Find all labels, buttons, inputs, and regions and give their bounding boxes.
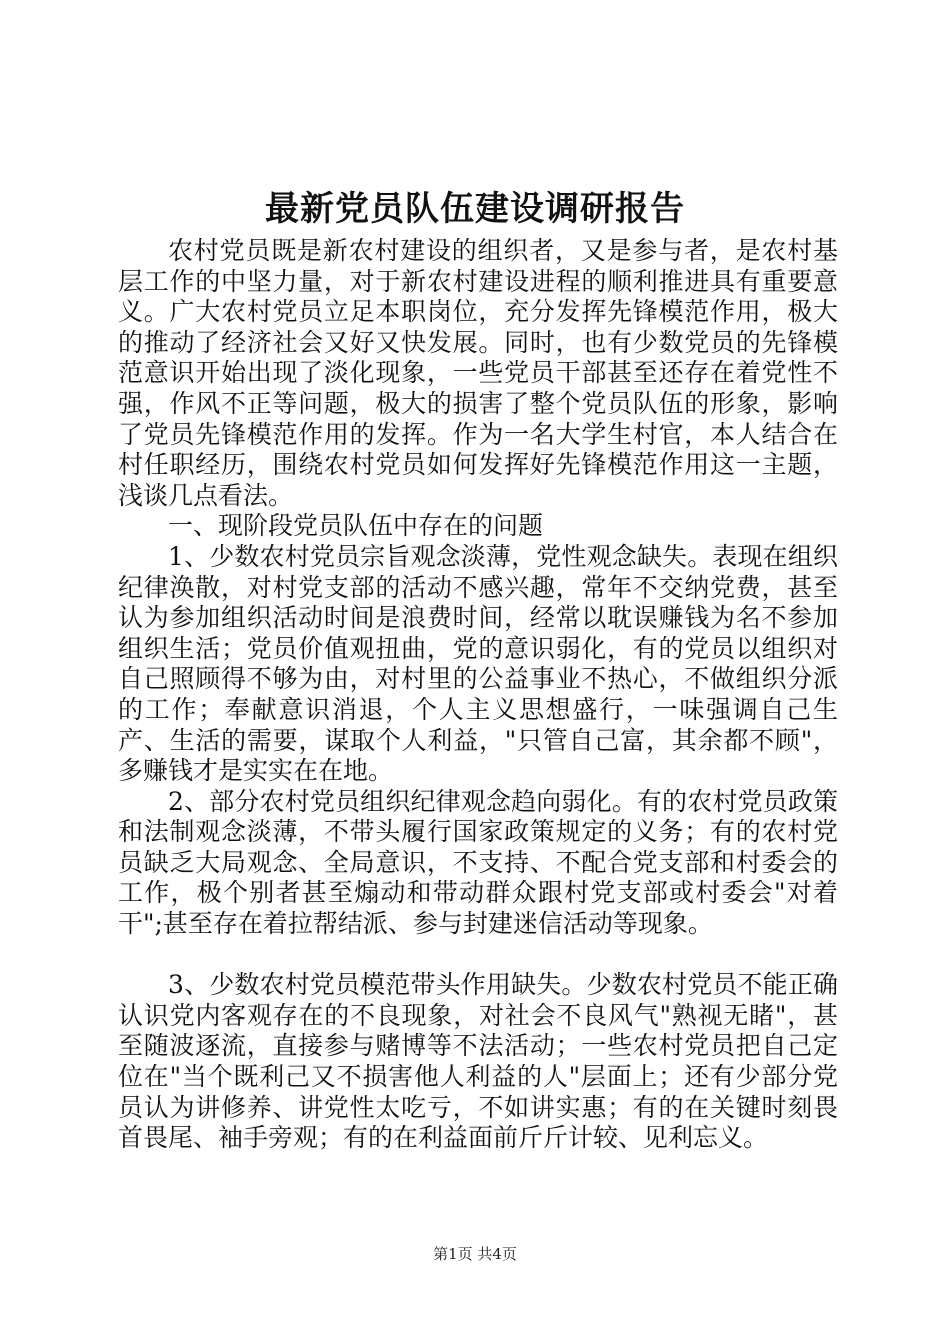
intro-paragraph: 农村党员既是新农村建设的组织者，又是参与者，是农村基层工作的中坚力量，对于新农村建设进程的顺利推进具有重要意义。广大农村党员立足本职岗位，充分发挥先锋模范作用，极大的推动了经济社会又好又快发展。同时，也有少数党员的先锋模范意识开始出现了淡化现象，一些党员干部甚至还存在着党性不强，作风不正等问题，极大的损害了整个党员队伍的形象，影响了党员先锋模范作用的发挥。作为一名大学生村官，本人结合在村任职经历，围绕农村党员如何发挥好先锋模范作用这一主题，浅谈几点看法。	[118, 236, 838, 510]
section-heading: 一、现阶段党员队伍中存在的问题	[168, 511, 544, 541]
page-number-footer: 第1页 共4页	[433, 1245, 517, 1263]
body-paragraph: 3、少数农村党员模范带头作用缺失。少数农村党员不能正确认识党内客观存在的不良现象，对社会不良风气"熟视无睹"，甚至随波逐流，直接参与赌博等不法活动；一些农村党员把自己定位在"当个既利己又不损害他人利益的人"层面上；还有少部分党员认为讲修养、讲党性太吃亏，不如讲实惠；有的在关键时刻畏首畏尾、袖手旁观；有的在利益面前斤斤计较、见利忘义。	[118, 970, 838, 1153]
document-body	[118, 236, 838, 1154]
document-title: 最新党员队伍建设调研报告	[265, 189, 685, 229]
body-paragraph: 1、少数农村党员宗旨观念淡薄，党性观念缺失。表现在组织纪律涣散，对村党支部的活动不感兴趣，常年不交纳党费，甚至认为参加组织活动时间是浪费时间，经常以耽误赚钱为名不参加组织生活；党员价值观扭曲，党的意识弱化，有的党员以组织对自己照顾得不够为由，对村里的公益事业不热心，不做组织分派的工作；奉献意识消退，个人主义思想盛行，一味强调自己生产、生活的需要，谋取个人利益，"只管自己富，其余都不顾"，多赚钱才是实实在在地。	[118, 541, 838, 786]
body-paragraph: 2、部分农村党员组织纪律观念趋向弱化。有的农村党员政策和法制观念淡薄，不带头履行国家政策规定的义务；有的农村党员缺乏大局观念、全局意识，不支持、不配合党支部和村委会的工作，极个别者甚至煽动和带动群众跟村党支部或村委会"对着干";甚至存在着拉帮结派、参与封建迷信活动等现象。	[118, 786, 838, 939]
